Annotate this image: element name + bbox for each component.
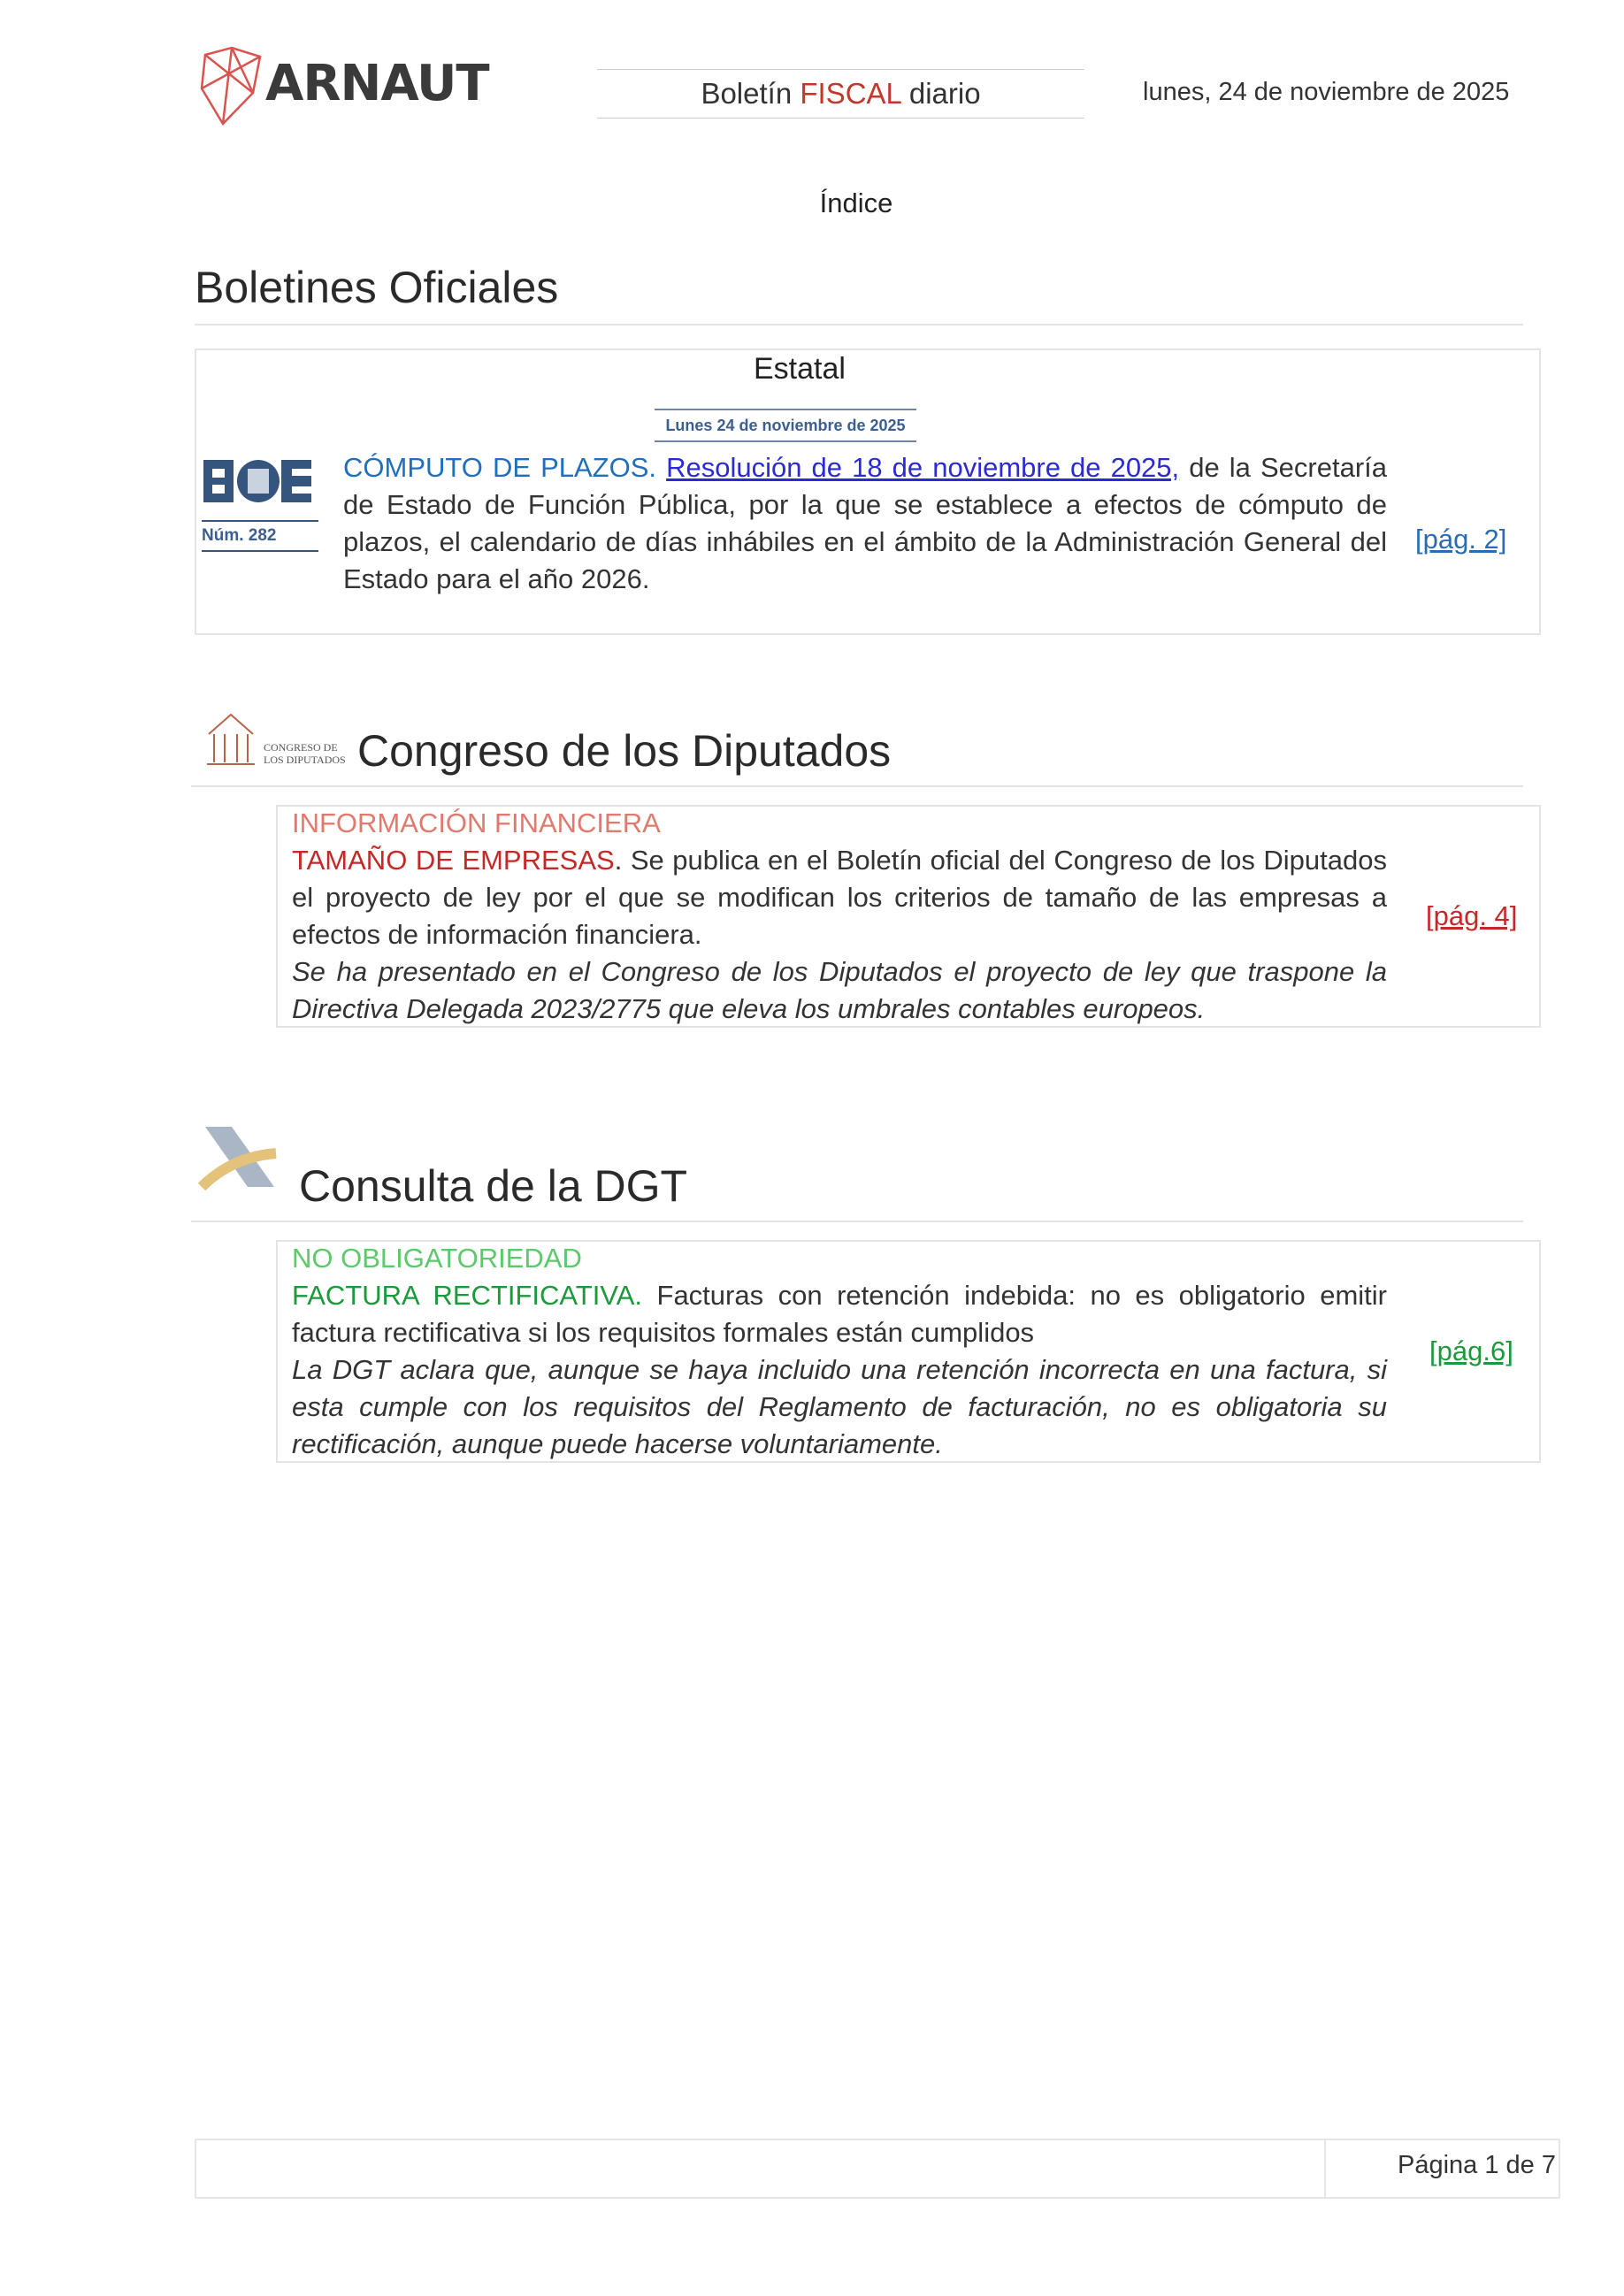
subsection-title-estatal: Estatal: [754, 352, 846, 386]
entry-lead: CÓMPUTO DE PLAZOS.: [343, 452, 657, 483]
page-number: Página 1 de 7: [1398, 2151, 1556, 2179]
dgt-entry-summary: La DGT aclara que, aunque se haya incluido una retención incorrecta en una factura, si esta cumple con los requisitos del Reglamento de facturación, no es obligatoria su rectificación, aunque puede hacerse voluntariamente.: [292, 1354, 1387, 1459]
section-rule: [195, 324, 1523, 325]
boe-date-banner: Lunes 24 de noviembre de 2025: [655, 409, 916, 442]
footer-box: [195, 2139, 1560, 2199]
entry-category: INFORMACIÓN FINANCIERA: [292, 807, 661, 838]
header-date: lunes, 24 de noviembre de 2025: [1143, 78, 1510, 106]
boe-logo-icon: [202, 456, 315, 506]
index-title: Índice: [819, 188, 893, 218]
section-title-boletines: Boletines Oficiales: [195, 263, 559, 312]
congreso-entry-summary: Se ha presentado en el Congreso de los Diputados el proyecto de ley que traspone la Directiva Delegada 2023/2775 que eleva los umbrales contables europeos.: [292, 956, 1387, 1024]
boe-number: Núm. 282: [202, 520, 318, 552]
footer-divider: [1324, 2139, 1326, 2199]
congreso-logo-label: CONGRESO DE LOS DIPUTADOS: [264, 741, 346, 766]
section-rule: [191, 1221, 1523, 1222]
congreso-logo-icon: [202, 708, 260, 771]
page-ref-link-boe[interactable]: [pág. 2]: [1415, 524, 1507, 555]
section-title-dgt: Consulta de la DGT: [299, 1161, 688, 1211]
aeat-logo-icon: [196, 1121, 285, 1201]
entry-category: NO OBLIGATORIEDAD: [292, 1243, 582, 1274]
section-rule: [191, 785, 1523, 787]
page-ref-link-dgt[interactable]: [pág.6]: [1429, 1336, 1513, 1366]
page-ref-link-congreso[interactable]: [pág. 4]: [1426, 900, 1518, 931]
logo-text: ARNAUT: [265, 55, 489, 112]
congreso-entry-text: TAMAÑO DE EMPRESAS. Se publica en el Boletín oficial del Congreso de los Diputados el proyecto de ley por el que se modifican los criterios de tamaño de las empresas a efectos de información financiera.: [292, 845, 1387, 950]
bulletin-title: Boletín FISCAL diario: [597, 69, 1084, 119]
resolution-link[interactable]: Resolución de 18 de noviembre de 2025,: [666, 452, 1180, 483]
dgt-entry-text: FACTURA RECTIFICATIVA. Facturas con retención indebida: no es obligatorio emitir factura rectificativa si los requisitos formales están cumplidos: [292, 1280, 1387, 1348]
section-title-congreso: Congreso de los Diputados: [357, 726, 892, 776]
arnaut-logo-icon: [196, 44, 267, 128]
boe-entry-text: CÓMPUTO DE PLAZOS. Resolución de 18 de noviembre de 2025, de la Secretaría de Estado de Función Pública, por la que se establece a efectos de cómputo de plazos, el calendario de días inhábiles en el ámbito de la Administración General del Estado para el año 2026.: [343, 452, 1387, 594]
